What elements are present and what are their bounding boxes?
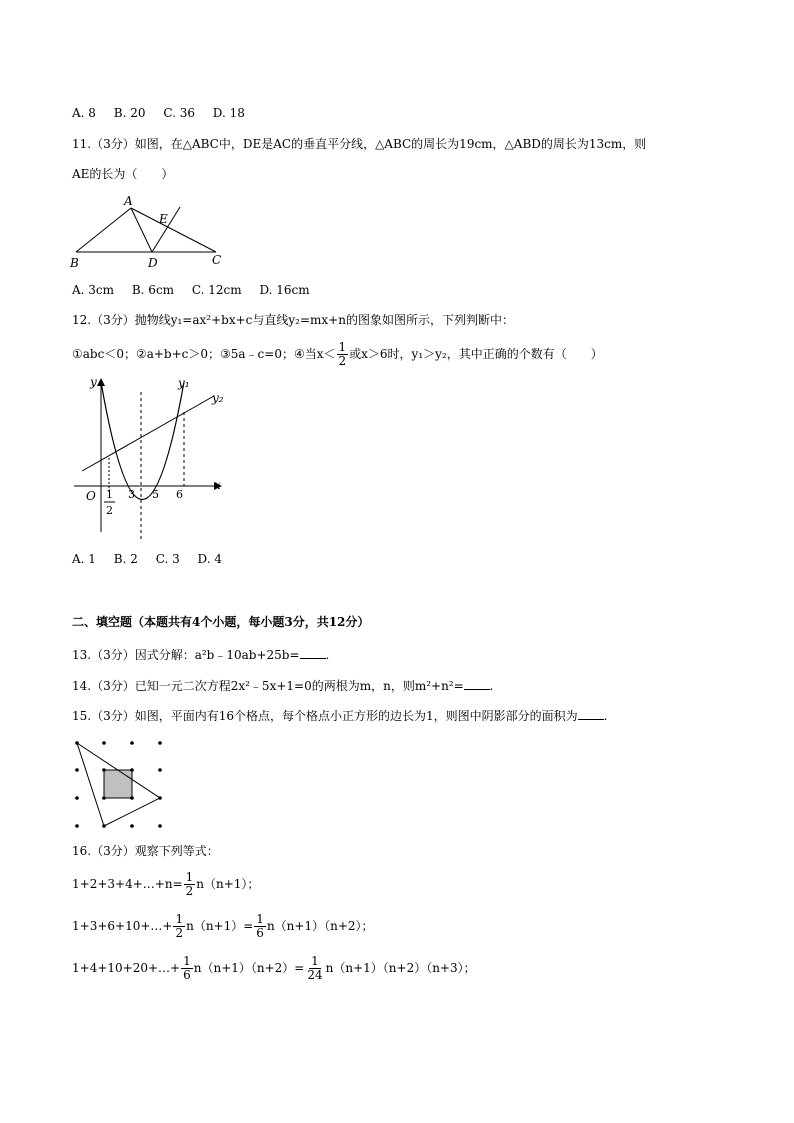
label-b: B	[70, 256, 79, 270]
q16-intro: 16.（3分）观察下列等式：	[72, 844, 219, 858]
q14-text: 14.（3分）已知一元二次方程2x²﹣5x+1=0的两根为m，n，则m²+n²=	[72, 679, 464, 693]
label-a: A	[124, 194, 133, 208]
tick-label-6: 6	[176, 488, 183, 501]
label-y1: y₁	[178, 376, 190, 390]
q11-triangle-figure	[66, 192, 236, 270]
line-y2	[82, 396, 214, 471]
q12-option-d: D. 4	[197, 552, 223, 566]
q13-text: 13.（3分）因式分解：a²b﹣10ab+25b=	[72, 648, 300, 662]
q12-option-b: B. 2	[113, 552, 138, 566]
q16-eq1-part-b: n（n+1）；	[196, 877, 260, 891]
segment-ad	[131, 208, 152, 252]
label-d: D	[148, 256, 158, 270]
q15-stem	[72, 707, 607, 724]
tick-label-5: 5	[152, 488, 159, 501]
q12-fraction-num: 1	[338, 340, 347, 354]
q16-equation-1	[72, 869, 259, 899]
q16-eq2-fraction-2	[254, 913, 266, 940]
q12-fraction	[337, 341, 349, 368]
shaded-square	[104, 770, 132, 798]
q15-grid-figure	[70, 736, 170, 832]
q16-eq2-part-a: 1+3+6+10+…+	[72, 919, 173, 933]
q16-eq2-fraction-1-den: 2	[175, 926, 184, 940]
q11-option-d: D. 16cm	[259, 283, 310, 297]
tick-label-half-den: 2	[106, 504, 113, 517]
q16-eq3-part-b: n（n+1）（n+2）=	[193, 961, 305, 975]
q16-eq3-fraction-2-den: 24	[307, 968, 323, 982]
q14-end: .	[489, 679, 494, 693]
q16-eq2-fraction-2-den: 6	[256, 926, 264, 940]
q16-eq3-fraction-2-num: 1	[311, 954, 319, 968]
q16-eq2-part-c: n（n+1）（n+2）；	[266, 919, 374, 933]
q16-eq1-fraction-num: 1	[185, 870, 194, 884]
q15-end: .	[603, 709, 608, 723]
q11-option-a: A. 3cm	[72, 283, 115, 297]
q16-eq1-part-a: 1+2+3+4+…+n=	[72, 877, 183, 891]
q12-stem-line1: 12.（3分）抛物线y₁=ax²+bx+c与直线y₂=mx+n的图象如图所示，下列判断中：	[72, 313, 514, 327]
segment-ac	[131, 208, 216, 252]
q11-option-c: C. 12cm	[191, 283, 242, 297]
label-e: E	[159, 212, 168, 226]
q12-option-a: A. 1	[72, 552, 96, 566]
q12-graph-figure	[64, 372, 244, 547]
q12-line2-part-a: ①abc＜0；②a+b+c＞0；③5a﹣c=0；④当x＜	[72, 347, 336, 361]
q11-stem-line1: 11.（3分）如图，在△ABC中，DE是AC的垂直平分线，△ABC的周长为19cm，△ABD的周长为13cm，则	[72, 137, 647, 151]
q12-line2-part-b: 或x＞6时，y₁＞y₂，其中正确的个数有（ ）	[349, 347, 603, 361]
label-y2: y₂	[212, 391, 224, 405]
q13-stem	[72, 646, 329, 663]
q12-options	[72, 551, 236, 567]
q10-option-d: D. 18	[212, 106, 245, 120]
q11-stem-line2: AE的长为（ ）	[72, 167, 174, 181]
q15-answer-blank[interactable]	[578, 707, 604, 720]
q16-eq3-fraction-1-den: 6	[183, 968, 191, 982]
q16-eq2-fraction-1-num: 1	[175, 912, 184, 926]
q16-eq3-fraction-1	[181, 955, 193, 982]
q16-eq2-part-b: n（n+1）=	[186, 919, 254, 933]
q16-equation-3	[72, 953, 476, 983]
q16-eq2-fraction-1	[173, 913, 185, 940]
q16-eq3-part-a: 1+4+10+20+…+	[72, 961, 181, 975]
q16-eq1-fraction	[184, 871, 196, 898]
q10-options	[72, 105, 259, 121]
q16-eq1-fraction-den: 2	[185, 884, 194, 898]
q10-option-a: A. 8	[72, 106, 96, 120]
q13-end: .	[325, 648, 330, 662]
q16-equation-2	[72, 911, 374, 941]
q12-option-c: C. 3	[155, 552, 180, 566]
q16-eq3-part-c: n（n+1）（n+2）（n+3）；	[325, 961, 476, 975]
q16-eq2-fraction-2-num: 1	[256, 912, 264, 926]
q14-answer-blank[interactable]	[464, 677, 490, 690]
label-x-axis: x	[214, 478, 221, 492]
segment-ab	[76, 208, 131, 252]
q12-stem-line2	[72, 340, 603, 368]
tick-label-3: 3	[128, 488, 135, 501]
q16-eq3-fraction-2	[305, 955, 324, 982]
q10-option-c: C. 36	[163, 106, 195, 120]
q11-option-b: B. 6cm	[131, 283, 175, 297]
q12-fraction-den: 2	[338, 354, 347, 368]
q10-option-b: B. 20	[113, 106, 146, 120]
parabola-y1	[101, 382, 184, 500]
q16-eq3-fraction-1-num: 1	[183, 954, 191, 968]
tick-label-half-num: 1	[106, 488, 113, 501]
label-y-axis: y	[90, 375, 97, 389]
section-2-title: 二、填空题（本题共有4个小题，每小题3分，共12分）	[72, 615, 370, 629]
q13-answer-blank[interactable]	[300, 646, 326, 659]
q15-text: 15.（3分）如图，平面内有16个格点，每个格点小正方形的边长为1，则图中阴影部分的面积为	[72, 709, 578, 723]
q11-options	[72, 282, 324, 298]
label-c: C	[212, 253, 222, 267]
q14-stem	[72, 677, 494, 694]
label-origin: O	[86, 489, 96, 503]
